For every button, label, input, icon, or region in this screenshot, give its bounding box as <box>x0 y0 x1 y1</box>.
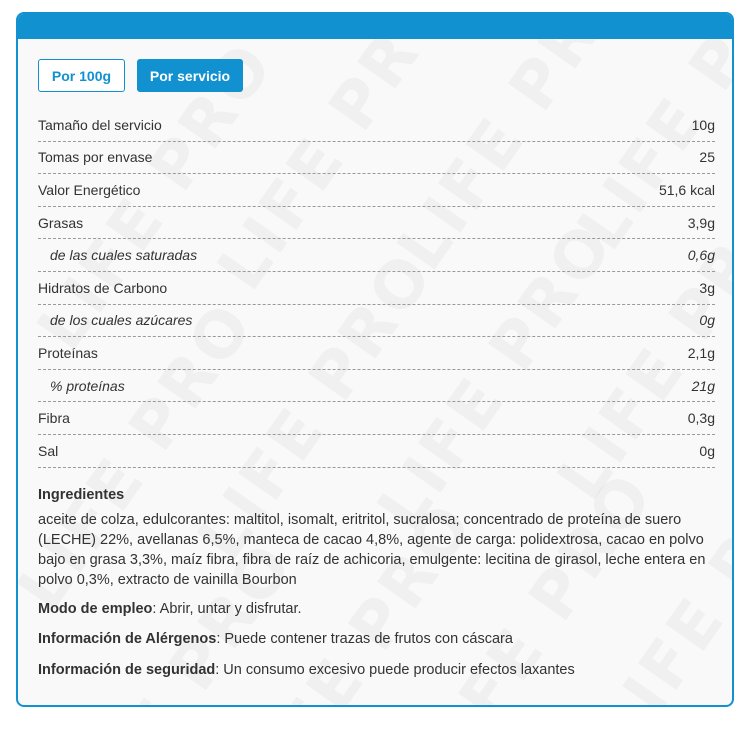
nutrition-value: 3g <box>699 279 715 296</box>
panel-header-bar <box>18 14 732 39</box>
nutrition-row <box>38 239 715 272</box>
usage-label: Modo de empleo <box>38 601 153 617</box>
nutrition-label: Fibra <box>38 410 70 427</box>
nutrition-label: de las cuales saturadas <box>50 247 198 264</box>
nutrition-label: Tamaño del servicio <box>38 116 162 133</box>
safety-text: : Un consumo excesivo puede producir efectos laxantes <box>215 662 575 678</box>
ingredients-text: aceite de colza, edulcorantes: maltitol, isomalt, eritritol, sucralosa; concentrado de proteína de suero (LECHE) 22%, avellanas 6,5%, manteca de cacao 4,8%, agente de carga: polidextrosa, cacao en polvo bajo en grasa 3,3%, maíz fibra, fibra de raíz de achicoria, emulgente: lecitina de girasol, leche entera en polvo 0,3%, extracto de vainilla Bourbon <box>38 512 706 588</box>
nutrition-label: Tomas por envase <box>38 149 153 166</box>
nutrition-row <box>38 174 715 207</box>
nutrition-label: de los cuales azúcares <box>50 312 193 329</box>
nutrition-label: Sal <box>38 442 59 459</box>
nutrition-value: 2,1g <box>687 344 715 361</box>
nutrition-value: 3,9g <box>687 214 715 231</box>
nutrition-value: 21g <box>691 377 715 394</box>
nutrition-value: 0,3g <box>687 410 715 427</box>
usage-info <box>38 599 718 619</box>
tab-per-serving[interactable]: Por servicio <box>137 59 243 92</box>
nutrition-value: 10g <box>691 116 715 133</box>
nutrition-value: 0g <box>699 312 715 329</box>
nutrition-label: Hidratos de Carbono <box>38 279 168 296</box>
nutrition-value: 0,6g <box>687 247 715 264</box>
nutrition-label: Grasas <box>38 214 84 231</box>
safety-info <box>38 660 718 680</box>
nutrition-row <box>38 402 715 435</box>
nutrition-row <box>38 142 715 175</box>
usage-text: : Abrir, untar y disfrutar. <box>152 601 302 617</box>
nutrition-value: 51,6 kcal <box>658 181 715 198</box>
ingredients-title: Ingredientes <box>38 487 125 503</box>
allergen-text: : Puede contener trazas de frutos con cáscara <box>216 631 513 647</box>
nutrition-label: Proteínas <box>38 344 98 361</box>
nutrition-table <box>38 109 715 468</box>
nutrition-row <box>38 272 715 305</box>
safety-label: Información de seguridad <box>38 662 216 678</box>
nutrition-row <box>38 305 715 338</box>
allergen-info <box>38 629 718 649</box>
nutrition-value: 0g <box>699 442 715 459</box>
nutrition-value: 25 <box>699 149 715 166</box>
tab-per-100g[interactable]: Por 100g <box>38 59 125 92</box>
nutrition-label: Valor Energético <box>38 181 141 198</box>
allergen-label: Información de Alérgenos <box>38 631 217 647</box>
nutrition-label: % proteínas <box>50 377 125 394</box>
nutrition-row <box>38 337 715 370</box>
nutrition-row <box>38 370 715 403</box>
nutrition-row <box>38 109 715 142</box>
nutrition-panel <box>16 12 734 707</box>
nutrition-row <box>38 435 715 468</box>
nutrition-row <box>38 207 715 240</box>
